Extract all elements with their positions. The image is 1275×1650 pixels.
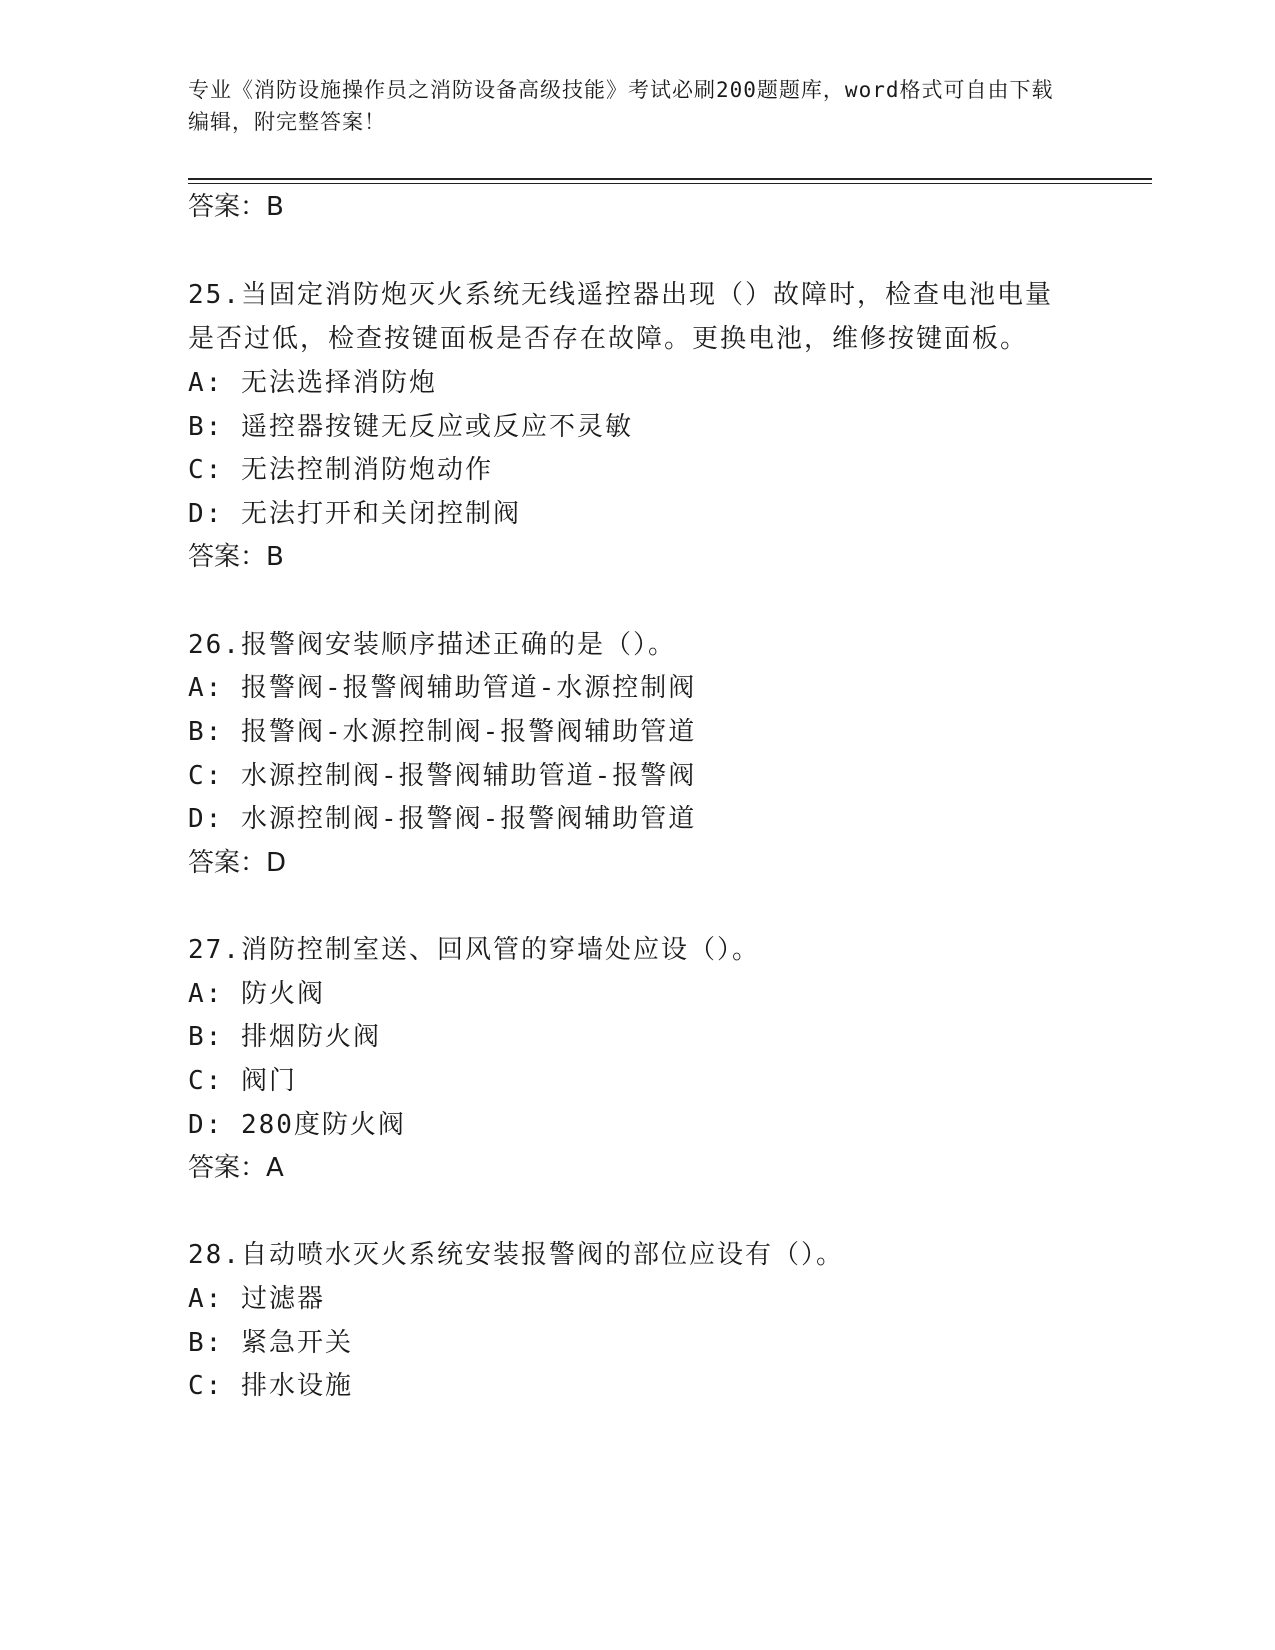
previous-answer: 答案：B: [188, 192, 284, 222]
question-27-option-d: D: 280度防火阀: [188, 1110, 406, 1140]
question-27-stem: 27.消防控制室送、回风管的穿墙处应设（）。: [188, 935, 760, 965]
header-divider-thick: [188, 178, 1152, 180]
question-25-option-c: C: 无法控制消防炮动作: [188, 455, 493, 485]
question-26-option-a: A: 报警阀-报警阀辅助管道-水源控制阀: [188, 673, 697, 703]
question-26-answer: 答案：D: [188, 848, 287, 878]
document-header: 专业《消防设施操作员之消防设备高级技能》考试必刷200题题库，word格式可自由下载编辑，附完整答案！: [188, 78, 1054, 134]
question-27-option-c: C: 阀门: [188, 1066, 297, 1096]
question-28-option-b: B: 紧急开关: [188, 1328, 353, 1358]
question-26-option-b: B: 报警阀-水源控制阀-报警阀辅助管道: [188, 717, 697, 747]
question-26-option-d: D: 水源控制阀-报警阀-报警阀辅助管道: [188, 804, 697, 834]
question-27-option-a: A: 防火阀: [188, 979, 325, 1009]
question-27-option-b: B: 排烟防火阀: [188, 1022, 381, 1052]
question-28-option-c: C: 排水设施: [188, 1371, 353, 1401]
question-26-option-c: C: 水源控制阀-报警阀辅助管道-报警阀: [188, 761, 697, 791]
question-25-stem-line-1: 25.当固定消防炮灭火系统无线遥控器出现（）故障时，检查电池电量: [188, 280, 1053, 310]
question-27-answer: 答案：A: [188, 1153, 284, 1183]
question-28-stem: 28.自动喷水灭火系统安装报警阀的部位应设有（）。: [188, 1240, 844, 1270]
header-divider-thin: [188, 183, 1152, 184]
question-25-option-a: A: 无法选择消防炮: [188, 368, 437, 398]
question-25-stem-line-2: 是否过低，检查按键面板是否存在故障。更换电池，维修按键面板。: [188, 324, 1029, 354]
question-26-stem: 26.报警阀安装顺序描述正确的是（）。: [188, 630, 676, 660]
question-25-option-d: D: 无法打开和关闭控制阀: [188, 499, 521, 529]
question-25-option-b: B: 遥控器按键无反应或反应不灵敏: [188, 412, 633, 442]
question-28-option-a: A: 过滤器: [188, 1284, 325, 1314]
question-25-answer: 答案：B: [188, 542, 284, 572]
